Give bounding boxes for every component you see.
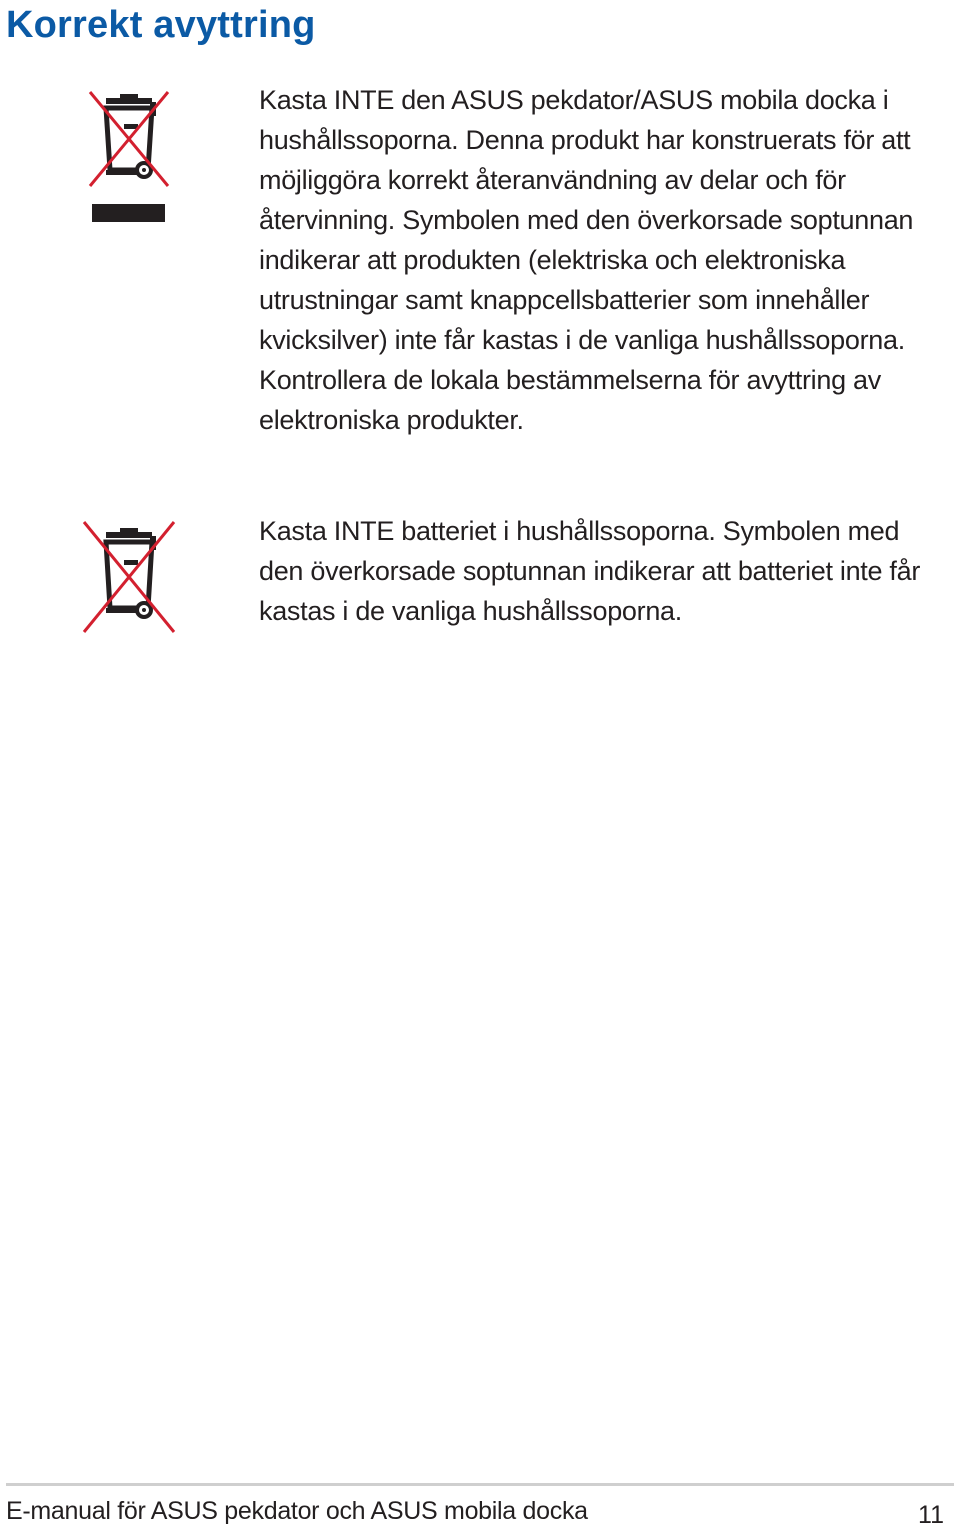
disposal-paragraph-device: Kasta INTE den ASUS pekdator/ASUS mobila docka i hushållssoporna. Denna produkt har konstruerats för att möjliggöra korrekt återanvändning av delar och för återvinning. Symbolen med den överkorsade soptunnan indikerar att produkten (elektriska och elektroniska utrustningar samt knappcellsbatterier som innehåller kvicksilver) inte får kastas i de vanliga hushållssoporna. Kontrollera de lokala bestämmelserna för avyttring av elektroniska produkter. [259, 85, 914, 435]
page-title: Korrekt avyttring [6, 4, 316, 46]
crossed-out-wheelie-bin-icon [80, 518, 180, 636]
page-number: 11 [918, 1501, 944, 1529]
footer-divider [6, 1483, 954, 1486]
footer-manual-title: E-manual för ASUS pekdator och ASUS mobila docka [6, 1497, 588, 1525]
disposal-paragraph-battery: Kasta INTE batteriet i hushållssoporna. Symbolen med den överkorsade soptunnan indikerar att batteriet inte får kastas i de vanliga hushållssoporna. [259, 516, 921, 626]
crossed-out-wheelie-bin-with-bar-icon [84, 88, 174, 228]
